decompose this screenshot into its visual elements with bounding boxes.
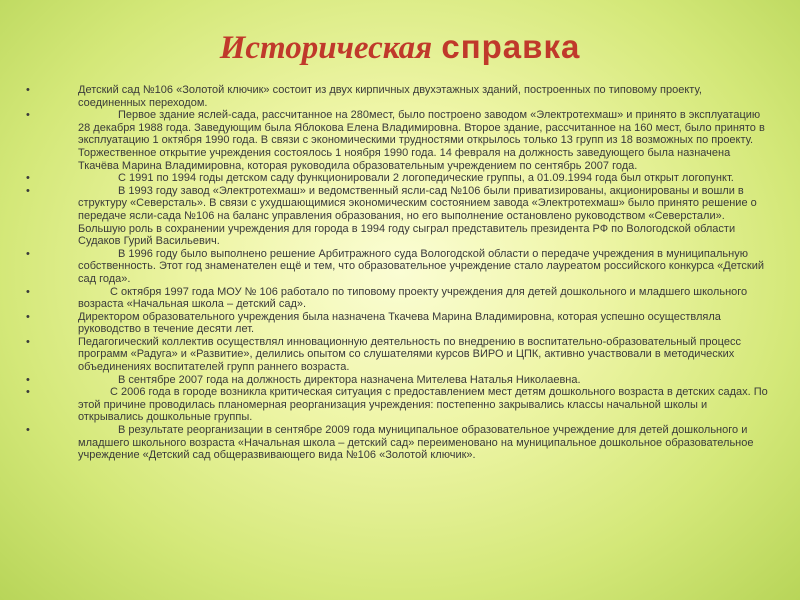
- list-item: [26, 109, 768, 172]
- bullet-icon: •: [26, 172, 30, 185]
- bullet-icon: •: [26, 84, 30, 96]
- list-item: [26, 285, 768, 311]
- bullet-icon: •: [26, 424, 30, 437]
- title-word-2: справка: [441, 28, 581, 65]
- list-item: [26, 386, 768, 424]
- bullet-icon: •: [26, 184, 30, 197]
- paragraph-text: С 1991 по 1994 годы детском саду функционировали 2 логопедические группы, а 01.09.1994 года был открыт логопункт.: [118, 172, 734, 185]
- bullet-icon: •: [26, 109, 30, 122]
- paragraph-text: Первое здание яслей-сада, рассчитанное на 280мест, было построено заводом «Электротехмаш» и принято в эксплуатацию 28 декабря 1988 года. Заведующим была Яблокова Елена Владимировна. Второе здание, рассчитанное на 160 мест, было принято в эксплуатацию 1 октября 1990 года. В связи с экономическими трудностями открылось только 13 групп из 18 возможных по проекту. Торжественное открытие учреждения состоялось 1 ноября 1990 года. 14 февраля на должность заведующего была назначена Ткачёва Марина Владимировна, которая руководила образовательным учреждением по сентябрь 2007 года.: [78, 109, 765, 172]
- paragraph-text: В сентябре 2007 года на должность директора назначена Мителева Наталья Николаевна.: [118, 373, 581, 386]
- history-bullet-list: [26, 84, 768, 462]
- list-item: [26, 335, 768, 374]
- paragraph-text: Педагогический коллектив осуществлял инновационную деятельность по внедрению в воспитательно-образовательный процесс программ «Радуга» и «Развитие», делились опытом со слушателями курсов ВИРО и ЦПК, активно участвовали в методических объединениях воспитателей групп раннего возраста.: [78, 335, 741, 374]
- paragraph-text: С 2006 года в городе возникла критическая ситуация с предоставлением мест детям дошкольного возраста в детских садах. По этой причине проводилась планомерная реорганизация учреждения: постепенно закрывались классы начальной школы и открывались дошкольные группы.: [78, 386, 768, 424]
- list-item: [26, 373, 768, 387]
- slide-title: [0, 28, 800, 67]
- paragraph-text: Директором образовательного учреждения была назначена Ткачева Марина Владимировна, которая успешно осуществляла руководство в течение десяти лет.: [78, 310, 721, 336]
- bullet-icon: •: [26, 285, 30, 298]
- paragraph-text: В 1996 году было выполнено решение Арбитражного суда Вологодской области о передаче учреждения в муниципальную собственность. Этот год знаменателен ещё и тем, что образовательное учреждение стало лауреатом российского конкурса «Детский сад года».: [78, 247, 764, 285]
- bullet-icon: •: [26, 247, 30, 260]
- list-item: [26, 424, 768, 462]
- list-item: [26, 172, 768, 185]
- title-word-1: Историческая: [219, 30, 433, 66]
- bullet-icon: •: [26, 335, 30, 348]
- list-item: [26, 84, 768, 109]
- bullet-icon: •: [26, 310, 30, 323]
- list-item: [26, 184, 768, 248]
- list-item: [26, 310, 768, 336]
- paragraph-text: Детский сад №106 «Золотой ключик» состоит из двух кирпичных двухэтажных зданий, построенных по типовому проекту, соединенных переходом.: [78, 84, 702, 109]
- bullet-icon: •: [26, 386, 30, 399]
- paragraph-text: В 1993 году завод «Электротехмаш» и ведомственный ясли-сад №106 были приватизированы, акционированы и вошли в структуру «Северсталь». В связи с ухудшающимися экономическим состоянием завода «Электротехмаш» было принято решение о передаче ясли-сада №106 на баланс управления образования, но его выполнение остановлено руководством «Северстали». Большую роль в сохранении учреждения для города в 1994 году сыграл представитель президента РФ по Вологодской области Судаков Гурий Васильевич.: [78, 184, 757, 248]
- paragraph-text: В результате реорганизации в сентябре 2009 года муниципальное образовательное учреждение для детей дошкольного и младшего школьного возраста «Начальная школа – детский сад» переименовано на муниципальное дошкольное образовательное учреждение «Детский сад общеразвивающего вида №106 «Золотой ключик».: [78, 424, 754, 462]
- paragraph-text: С октября 1997 года МОУ № 106 работало по типовому проекту учреждения для детей дошкольного и младшего школьного возраста «Начальная школа – детский сад».: [78, 285, 748, 311]
- list-item: [26, 247, 768, 286]
- bullet-icon: •: [26, 373, 30, 386]
